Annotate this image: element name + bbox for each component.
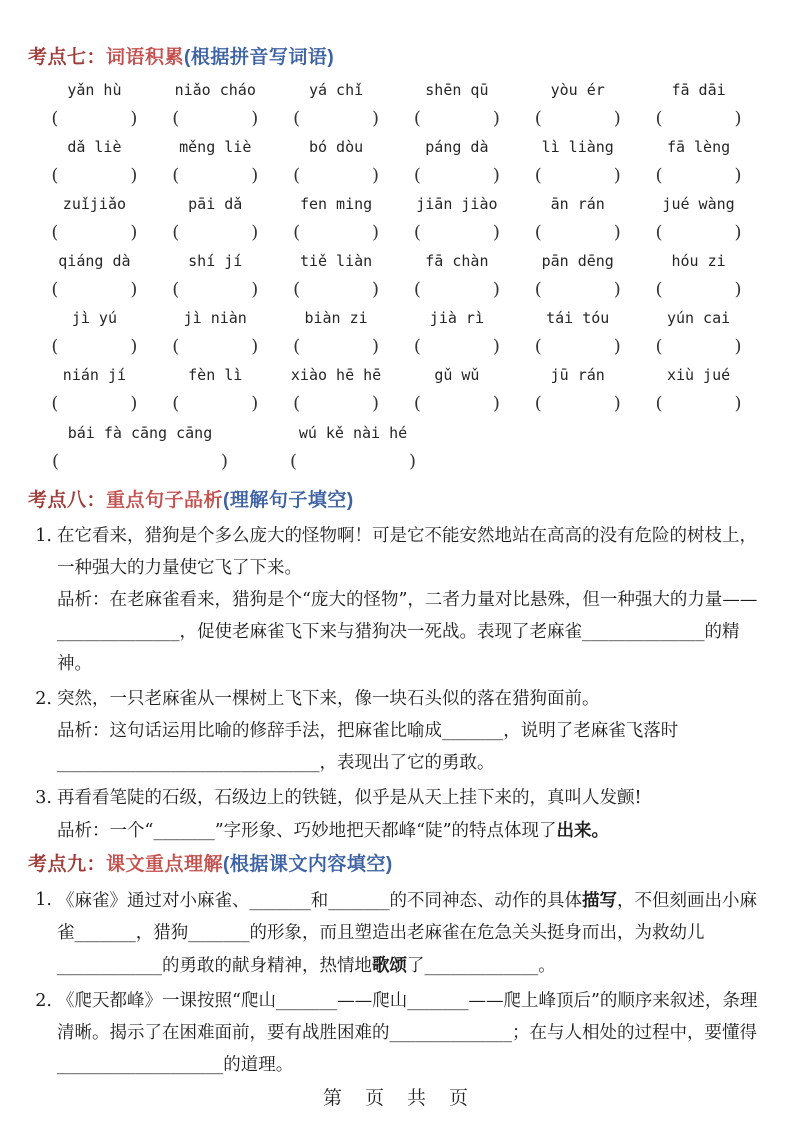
section7-heading — [28, 44, 765, 71]
pinyin-cell — [638, 77, 759, 134]
answer-blank — [656, 218, 742, 248]
answer-blank — [414, 332, 500, 362]
pinyin-word: wú kě nài hé — [298, 424, 408, 442]
paren-open: ( — [413, 165, 421, 186]
analysis-text: 品析：在老麻雀看来，猎狗是个“庞大的怪物”，二者力量对比悬殊，但一种强大的力量——______________，促使老麻雀飞下来与猎狗决一死战。表现了老麻雀______________的精神。 — [57, 590, 758, 674]
pinyin-word: xiào hē hē — [290, 366, 382, 384]
pinyin-word: bái fà cāng cāng — [67, 424, 213, 442]
paren-close: ) — [492, 279, 500, 300]
paren-open: ( — [51, 108, 59, 129]
paren-open: ( — [655, 222, 663, 243]
paren-close: ) — [251, 393, 259, 414]
pinyin-word: zuǐjiǎo — [62, 195, 127, 213]
paren-close: ) — [251, 108, 259, 129]
item-content — [57, 782, 765, 847]
paren-open: ( — [293, 222, 301, 243]
paren-open: ( — [293, 165, 301, 186]
paren-close: ) — [251, 222, 259, 243]
pinyin-cell — [396, 191, 517, 248]
paren-close: ) — [734, 165, 742, 186]
item-content — [57, 884, 765, 982]
paren-close: ) — [613, 108, 621, 129]
answer-blank — [172, 332, 258, 362]
pinyin-cell — [517, 77, 638, 134]
paren-open: ( — [172, 393, 180, 414]
pinyin-row — [34, 77, 759, 134]
text-segment: 了_____________。 — [407, 956, 556, 976]
answer-blank — [414, 161, 500, 191]
answer-blank — [414, 218, 500, 248]
paren-close: ) — [130, 336, 138, 357]
pinyin-cell — [396, 305, 517, 362]
pinyin-cell — [638, 191, 759, 248]
paren-close: ) — [372, 165, 380, 186]
paren-close: ) — [492, 222, 500, 243]
pinyin-row — [34, 134, 759, 191]
pinyin-cell — [276, 191, 397, 248]
analysis-text — [57, 814, 765, 847]
pinyin-word: yǎn hù — [67, 81, 122, 99]
paren-close: ) — [220, 451, 228, 472]
item-content — [57, 683, 765, 779]
pinyin-cell — [276, 134, 397, 191]
answer-blank — [52, 447, 228, 477]
answer-blank — [293, 332, 379, 362]
paren-close: ) — [372, 222, 380, 243]
paren-close: ) — [251, 279, 259, 300]
text-segment-bold: 描写 — [582, 890, 617, 910]
paren-close: ) — [492, 165, 500, 186]
sentence-analysis-item — [28, 520, 765, 680]
pinyin-row — [34, 248, 759, 305]
analysis-text-normal: 品析：一个“_______”字形象、巧妙地把天都峰“陡”的特点体现了 — [57, 821, 557, 841]
paren-close: ) — [492, 393, 500, 414]
paren-close: ) — [130, 393, 138, 414]
answer-blank — [656, 275, 742, 305]
paren-close: ) — [130, 279, 138, 300]
answer-blank — [293, 161, 379, 191]
paren-open: ( — [172, 222, 180, 243]
answer-blank — [51, 389, 137, 419]
pinyin-cell — [34, 191, 155, 248]
pinyin-cell — [517, 305, 638, 362]
pinyin-word: qiáng dà — [58, 252, 131, 270]
pinyin-cell — [34, 77, 155, 134]
section8-body — [28, 520, 765, 847]
answer-blank — [51, 332, 137, 362]
answer-blank — [293, 218, 379, 248]
pinyin-word: fen ming — [299, 195, 373, 213]
pinyin-cell — [34, 362, 155, 419]
answer-blank — [293, 104, 379, 134]
pinyin-word: jué wàng — [662, 195, 735, 213]
paren-open: ( — [52, 451, 60, 472]
fill-blank-item — [28, 985, 765, 1081]
analysis-text-bold: 出来。 — [556, 820, 610, 840]
paren-close: ) — [130, 222, 138, 243]
pinyin-cell — [155, 248, 276, 305]
paren-close: ) — [130, 165, 138, 186]
paren-close: ) — [613, 336, 621, 357]
pinyin-word: biàn zi — [304, 309, 368, 327]
paren-close: ) — [734, 336, 742, 357]
paren-open: ( — [293, 108, 301, 129]
answer-blank — [535, 104, 621, 134]
pinyin-word: měng liè — [179, 138, 252, 156]
pinyin-word: tiě liàn — [299, 252, 373, 270]
pinyin-word: niǎo cháo — [174, 81, 256, 99]
pinyin-word: ān rán — [550, 195, 605, 213]
answer-blank — [293, 389, 379, 419]
paren-open: ( — [51, 222, 59, 243]
item-number: 1. — [35, 526, 52, 546]
section7-heading-subtitle: (根据拼音写词语) — [184, 47, 335, 68]
paren-open: ( — [534, 279, 542, 300]
pinyin-word: jū rán — [550, 366, 605, 384]
pinyin-cell — [517, 248, 638, 305]
paren-open: ( — [413, 336, 421, 357]
pinyin-cell — [638, 134, 759, 191]
text-segment: 《爬天都峰》一课按照“爬山_______——爬山_______——爬上峰顶后”的顺序来叙述，条理清晰。揭示了在困难面前，要有战胜困难的______________；在与人相处的过程中，要懂得___________________的道理。 — [57, 991, 758, 1075]
paren-open: ( — [655, 279, 663, 300]
paren-close: ) — [372, 108, 380, 129]
pinyin-word: yòu ér — [550, 81, 605, 99]
pinyin-cell — [517, 362, 638, 419]
pinyin-cell — [638, 305, 759, 362]
item-number: 1. — [35, 890, 52, 910]
pinyin-grid — [34, 77, 759, 477]
paren-open: ( — [290, 451, 298, 472]
answer-blank — [656, 161, 742, 191]
pinyin-cell — [276, 305, 397, 362]
paren-open: ( — [51, 279, 59, 300]
analysis-text: 品析：这句话运用比喻的修辞手法，把麻雀比喻成_______，说明了老麻雀飞落时______________________________，表现出了它的勇敢。 — [57, 721, 679, 773]
paren-close: ) — [251, 336, 259, 357]
text-segment: 《麻雀》通过对小麻雀、_______和_______的不同神态、动作的具体 — [57, 891, 582, 911]
section8-heading-subtitle: (理解句子填空) — [223, 490, 354, 511]
section7-heading-prefix: 考点七： — [28, 47, 107, 68]
section9-heading-prefix: 考点九： — [28, 854, 107, 875]
paren-close: ) — [734, 108, 742, 129]
item-number: 2. — [35, 689, 52, 709]
paren-open: ( — [51, 165, 59, 186]
pinyin-cell — [276, 77, 397, 134]
answer-blank — [172, 389, 258, 419]
answer-blank — [293, 275, 379, 305]
paren-open: ( — [534, 222, 542, 243]
fill-blank-text — [57, 884, 765, 982]
answer-blank — [51, 161, 137, 191]
pinyin-word: fā lèng — [666, 138, 731, 156]
paren-close: ) — [613, 165, 621, 186]
pinyin-word: shēn qū — [425, 81, 489, 99]
answer-blank — [656, 104, 742, 134]
paren-open: ( — [413, 279, 421, 300]
section8-heading-prefix: 考点八： — [28, 490, 107, 511]
paren-open: ( — [413, 393, 421, 414]
pinyin-cell — [638, 248, 759, 305]
pinyin-cell — [34, 305, 155, 362]
quoted-sentence: 突然，一只老麻雀从一棵树上飞下来，像一块石头似的落在猎狗面前。 — [57, 689, 600, 709]
paren-open: ( — [293, 393, 301, 414]
pinyin-word: fā chàn — [425, 252, 489, 270]
paren-open: ( — [293, 336, 301, 357]
paren-open: ( — [655, 336, 663, 357]
paren-open: ( — [413, 222, 421, 243]
pinyin-word: tái tóu — [546, 309, 610, 327]
paren-open: ( — [172, 336, 180, 357]
pinyin-word: yún cai — [666, 309, 731, 327]
sentence-analysis-item — [28, 782, 765, 847]
answer-blank — [414, 104, 500, 134]
section9-heading-title: 课文重点理解 — [106, 854, 224, 875]
pinyin-cell — [155, 77, 276, 134]
pinyin-word: lì liàng — [541, 138, 614, 156]
answer-blank — [535, 389, 621, 419]
pinyin-row — [34, 305, 759, 362]
pinyin-cell — [155, 134, 276, 191]
paren-close: ) — [372, 336, 380, 357]
pinyin-cell — [396, 77, 517, 134]
paren-close: ) — [734, 279, 742, 300]
section8-heading-title: 重点句子品析 — [106, 490, 224, 511]
quoted-sentence: 在它看来，猎狗是个多么庞大的怪物啊！可是它不能安然地站在高高的没有危险的树枝上，一种强大的力量使它飞了下来。 — [57, 526, 757, 578]
pinyin-cell — [276, 248, 397, 305]
paren-close: ) — [492, 108, 500, 129]
fill-blank-item — [28, 884, 765, 982]
answer-blank — [535, 161, 621, 191]
sentence-analysis-item — [28, 683, 765, 779]
item-content — [57, 985, 765, 1081]
pinyin-word: fā dāi — [671, 81, 726, 99]
paren-open: ( — [534, 165, 542, 186]
paren-open: ( — [655, 108, 663, 129]
paren-close: ) — [734, 222, 742, 243]
pinyin-word: shí jí — [188, 252, 243, 270]
pinyin-row — [34, 362, 759, 419]
pinyin-word: yá chǐ — [308, 81, 364, 99]
pinyin-word: pāi dǎ — [188, 195, 243, 213]
section9-heading — [28, 851, 765, 878]
pinyin-cell — [517, 134, 638, 191]
pinyin-cell — [44, 420, 236, 477]
section9-heading-subtitle: (根据课文内容填空) — [223, 854, 393, 875]
paren-open: ( — [172, 279, 180, 300]
answer-blank — [172, 275, 258, 305]
section9-body — [28, 884, 765, 1081]
pinyin-word: jì yú — [71, 309, 117, 327]
paren-close: ) — [372, 279, 380, 300]
answer-blank — [656, 389, 742, 419]
pinyin-cell — [155, 305, 276, 362]
item-number: 2. — [35, 991, 52, 1011]
answer-blank — [51, 104, 137, 134]
pinyin-cell — [34, 248, 155, 305]
paren-open: ( — [51, 336, 59, 357]
text-segment: ，不但刻画出小麻雀_______，猎狗_______的形象，而且塑造出老麻雀在危急关头挺身而出，为救幼儿____________的勇敢的献身精神，热情地 — [57, 891, 757, 976]
answer-blank — [535, 332, 621, 362]
answer-blank — [51, 275, 137, 305]
section7-heading-title: 词语积累 — [106, 47, 185, 68]
paren-open: ( — [534, 108, 542, 129]
answer-blank — [172, 104, 258, 134]
fill-blank-text — [57, 985, 765, 1081]
paren-open: ( — [413, 108, 421, 129]
pinyin-cell — [34, 134, 155, 191]
paren-close: ) — [372, 393, 380, 414]
section8-heading — [28, 487, 765, 514]
pinyin-cell — [396, 134, 517, 191]
pinyin-cell — [155, 362, 276, 419]
item-number: 3. — [35, 788, 52, 808]
pinyin-cell — [638, 362, 759, 419]
pinyin-word: fèn lì — [188, 366, 243, 384]
pinyin-cell — [396, 362, 517, 419]
pinyin-word: bó dòu — [308, 138, 364, 156]
pinyin-cell — [284, 420, 422, 477]
pinyin-word: jiān jiào — [416, 195, 498, 213]
paren-close: ) — [492, 336, 500, 357]
answer-blank — [414, 389, 500, 419]
answer-blank — [535, 218, 621, 248]
paren-open: ( — [534, 393, 542, 414]
paren-close: ) — [130, 108, 138, 129]
paren-open: ( — [172, 165, 180, 186]
pinyin-cell — [396, 248, 517, 305]
pinyin-word: xiù jué — [666, 366, 731, 384]
answer-blank — [290, 447, 416, 477]
pinyin-word: nián jí — [62, 366, 127, 384]
paren-close: ) — [613, 279, 621, 300]
answer-blank — [51, 218, 137, 248]
pinyin-word: gǔ wǔ — [434, 366, 480, 384]
paren-open: ( — [655, 165, 663, 186]
paren-open: ( — [51, 393, 59, 414]
answer-blank — [172, 161, 258, 191]
paren-open: ( — [534, 336, 542, 357]
paren-open: ( — [655, 393, 663, 414]
pinyin-cell — [276, 362, 397, 419]
paren-close: ) — [734, 393, 742, 414]
pinyin-row — [34, 191, 759, 248]
paren-open: ( — [172, 108, 180, 129]
paren-close: ) — [408, 451, 416, 472]
pinyin-word: jià rì — [429, 309, 484, 327]
paren-close: ) — [251, 165, 259, 186]
pinyin-word: jì niàn — [183, 309, 247, 327]
paren-open: ( — [293, 279, 301, 300]
pinyin-row-wide — [34, 420, 759, 477]
pinyin-word: páng dà — [425, 138, 489, 156]
pinyin-cell — [517, 191, 638, 248]
paren-close: ) — [613, 222, 621, 243]
pinyin-word: dǎ liè — [67, 138, 122, 156]
answer-blank — [656, 332, 742, 362]
text-segment-bold: 歌颂 — [372, 955, 407, 975]
answer-blank — [535, 275, 621, 305]
answer-blank — [172, 218, 258, 248]
item-content — [57, 520, 765, 680]
pinyin-cell — [155, 191, 276, 248]
pinyin-word: pān dēng — [541, 252, 614, 270]
page-footer: 第 页 共 页 — [322, 1087, 470, 1109]
quoted-sentence: 再看看笔陡的石级，石级边上的铁链，似乎是从天上挂下来的，真叫人发颤! — [57, 788, 642, 808]
answer-blank — [414, 275, 500, 305]
paren-close: ) — [613, 393, 621, 414]
pinyin-word: hóu zi — [671, 252, 726, 270]
